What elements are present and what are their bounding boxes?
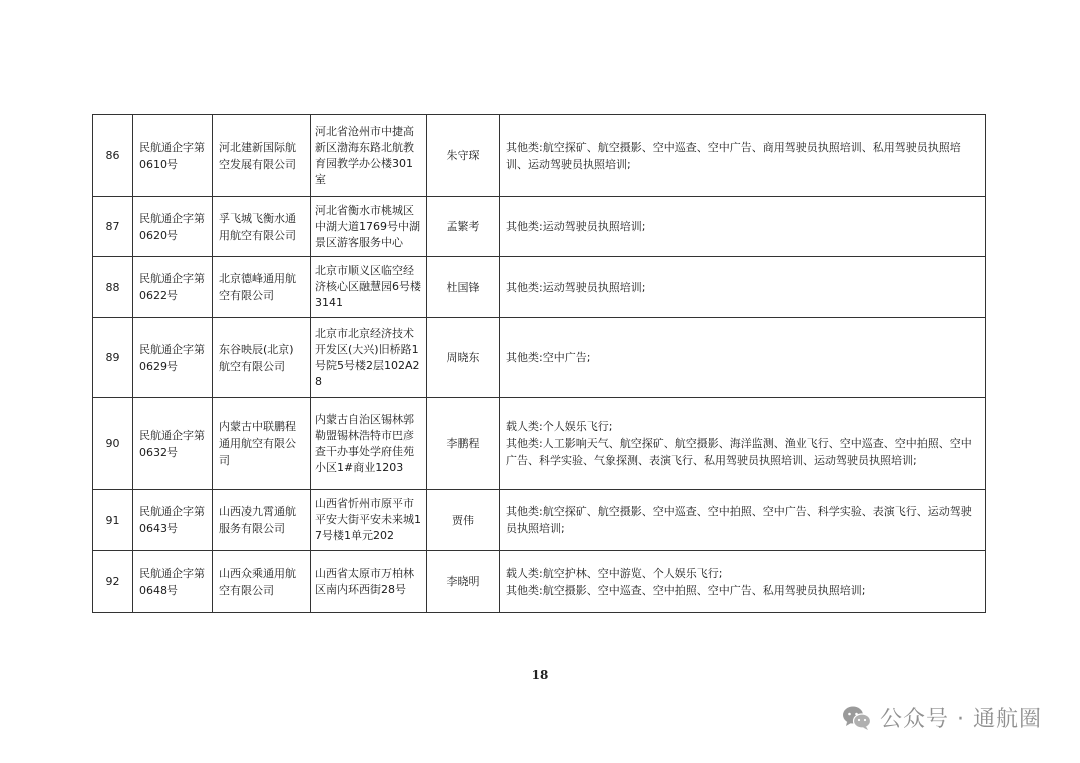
- license-number: 民航通企字第0632号: [133, 398, 213, 490]
- company-name: 山西凌九霄通航服务有限公司: [213, 490, 311, 551]
- company-address: 河北省沧州市中捷高新区渤海东路北航教育园教学办公楼301室: [311, 115, 427, 197]
- row-number: 87: [93, 197, 133, 257]
- scope-line: 其他类:运动驾驶员执照培训;: [506, 220, 646, 233]
- legal-representative: 李鹏程: [427, 398, 500, 490]
- business-scope: [500, 398, 986, 490]
- company-name: 内蒙古中联鹏程通用航空有限公司: [213, 398, 311, 490]
- business-scope: [500, 490, 986, 551]
- legal-representative: 杜国锋: [427, 257, 500, 318]
- page-number: 18: [531, 668, 549, 682]
- business-scope: [500, 115, 986, 197]
- license-number: 民航通企字第0629号: [133, 318, 213, 398]
- company-address: 河北省衡水市桃城区中湖大道1769号中湖景区游客服务中心: [311, 197, 427, 257]
- row-number: 90: [93, 398, 133, 490]
- scope-line: 载人类:个人娱乐飞行;: [506, 420, 613, 433]
- company-address: 北京市北京经济技术开发区(大兴)旧桥路1号院5号楼2层102A28: [311, 318, 427, 398]
- row-number: 86: [93, 115, 133, 197]
- company-address: 山西省太原市万柏林区南内环西街28号: [311, 551, 427, 613]
- legal-representative: 李晓明: [427, 551, 500, 613]
- row-number: 89: [93, 318, 133, 398]
- row-number: 92: [93, 551, 133, 613]
- scope-line: 其他类:航空摄影、空中巡查、空中拍照、空中广告、私用驾驶员执照培训;: [506, 583, 866, 597]
- watermark-text: 公众号 · 通航圈: [880, 707, 1042, 732]
- table-row: [93, 257, 986, 318]
- business-scope: [500, 551, 986, 613]
- scope-line: 其他类:航空探矿、航空摄影、空中巡查、空中广告、商用驾驶员执照培训、私用驾驶员执照培训、运动驾驶员执照培训;: [506, 140, 961, 171]
- scope-line: 载人类:航空护林、空中游览、个人娱乐飞行;: [506, 566, 723, 580]
- legal-representative: 朱守琛: [427, 115, 500, 197]
- scope-line: 其他类:航空探矿、航空摄影、空中巡查、空中拍照、空中广告、科学实验、表演飞行、运动驾驶员执照培训;: [506, 505, 972, 535]
- company-name: 山西众乘通用航空有限公司: [213, 551, 311, 613]
- company-name: 东谷映辰(北京)航空有限公司: [213, 318, 311, 398]
- scope-line: 其他类:人工影响天气、航空探矿、航空摄影、海洋监测、渔业飞行、空中巡查、空中拍照、空中广告、科学实验、气象探测、表演飞行、私用驾驶员执照培训、运动驾驶员执照培训;: [506, 437, 972, 467]
- table-row: [93, 490, 986, 551]
- company-name: 北京德峰通用航空有限公司: [213, 257, 311, 318]
- license-number: 民航通企字第0643号: [133, 490, 213, 551]
- table-row: [93, 318, 986, 398]
- company-address: 山西省忻州市原平市平安大街平安未来城17号楼1单元202: [311, 490, 427, 551]
- aviation-company-table: [92, 114, 986, 613]
- row-number: 88: [93, 257, 133, 318]
- watermark: [842, 702, 1042, 733]
- license-number: 民航通企字第0620号: [133, 197, 213, 257]
- license-number: 民航通企字第0610号: [133, 115, 213, 197]
- legal-representative: 孟繁考: [427, 197, 500, 257]
- business-scope: [500, 197, 986, 257]
- row-number: 91: [93, 490, 133, 551]
- table-row: [93, 398, 986, 490]
- license-number: 民航通企字第0648号: [133, 551, 213, 613]
- scope-line: 其他类:空中广告;: [506, 351, 591, 364]
- legal-representative: 贾伟: [427, 490, 500, 551]
- business-scope: [500, 257, 986, 318]
- legal-representative: 周晓东: [427, 318, 500, 398]
- wechat-icon: [842, 705, 872, 731]
- license-number: 民航通企字第0622号: [133, 257, 213, 318]
- scope-line: 其他类:运动驾驶员执照培训;: [506, 280, 646, 294]
- table-row: [93, 197, 986, 257]
- business-scope: [500, 318, 986, 398]
- table-row: [93, 551, 986, 613]
- table-row: [93, 115, 986, 197]
- company-address: 北京市顺义区临空经济核心区融慧园6号楼3141: [311, 257, 427, 318]
- company-name: 河北建新国际航空发展有限公司: [213, 115, 311, 197]
- company-name: 孚飞城飞衡水通用航空有限公司: [213, 197, 311, 257]
- company-address: 内蒙古自治区锡林郭勒盟锡林浩特市巴彦查干办事处学府佳苑小区1#商业1203: [311, 398, 427, 490]
